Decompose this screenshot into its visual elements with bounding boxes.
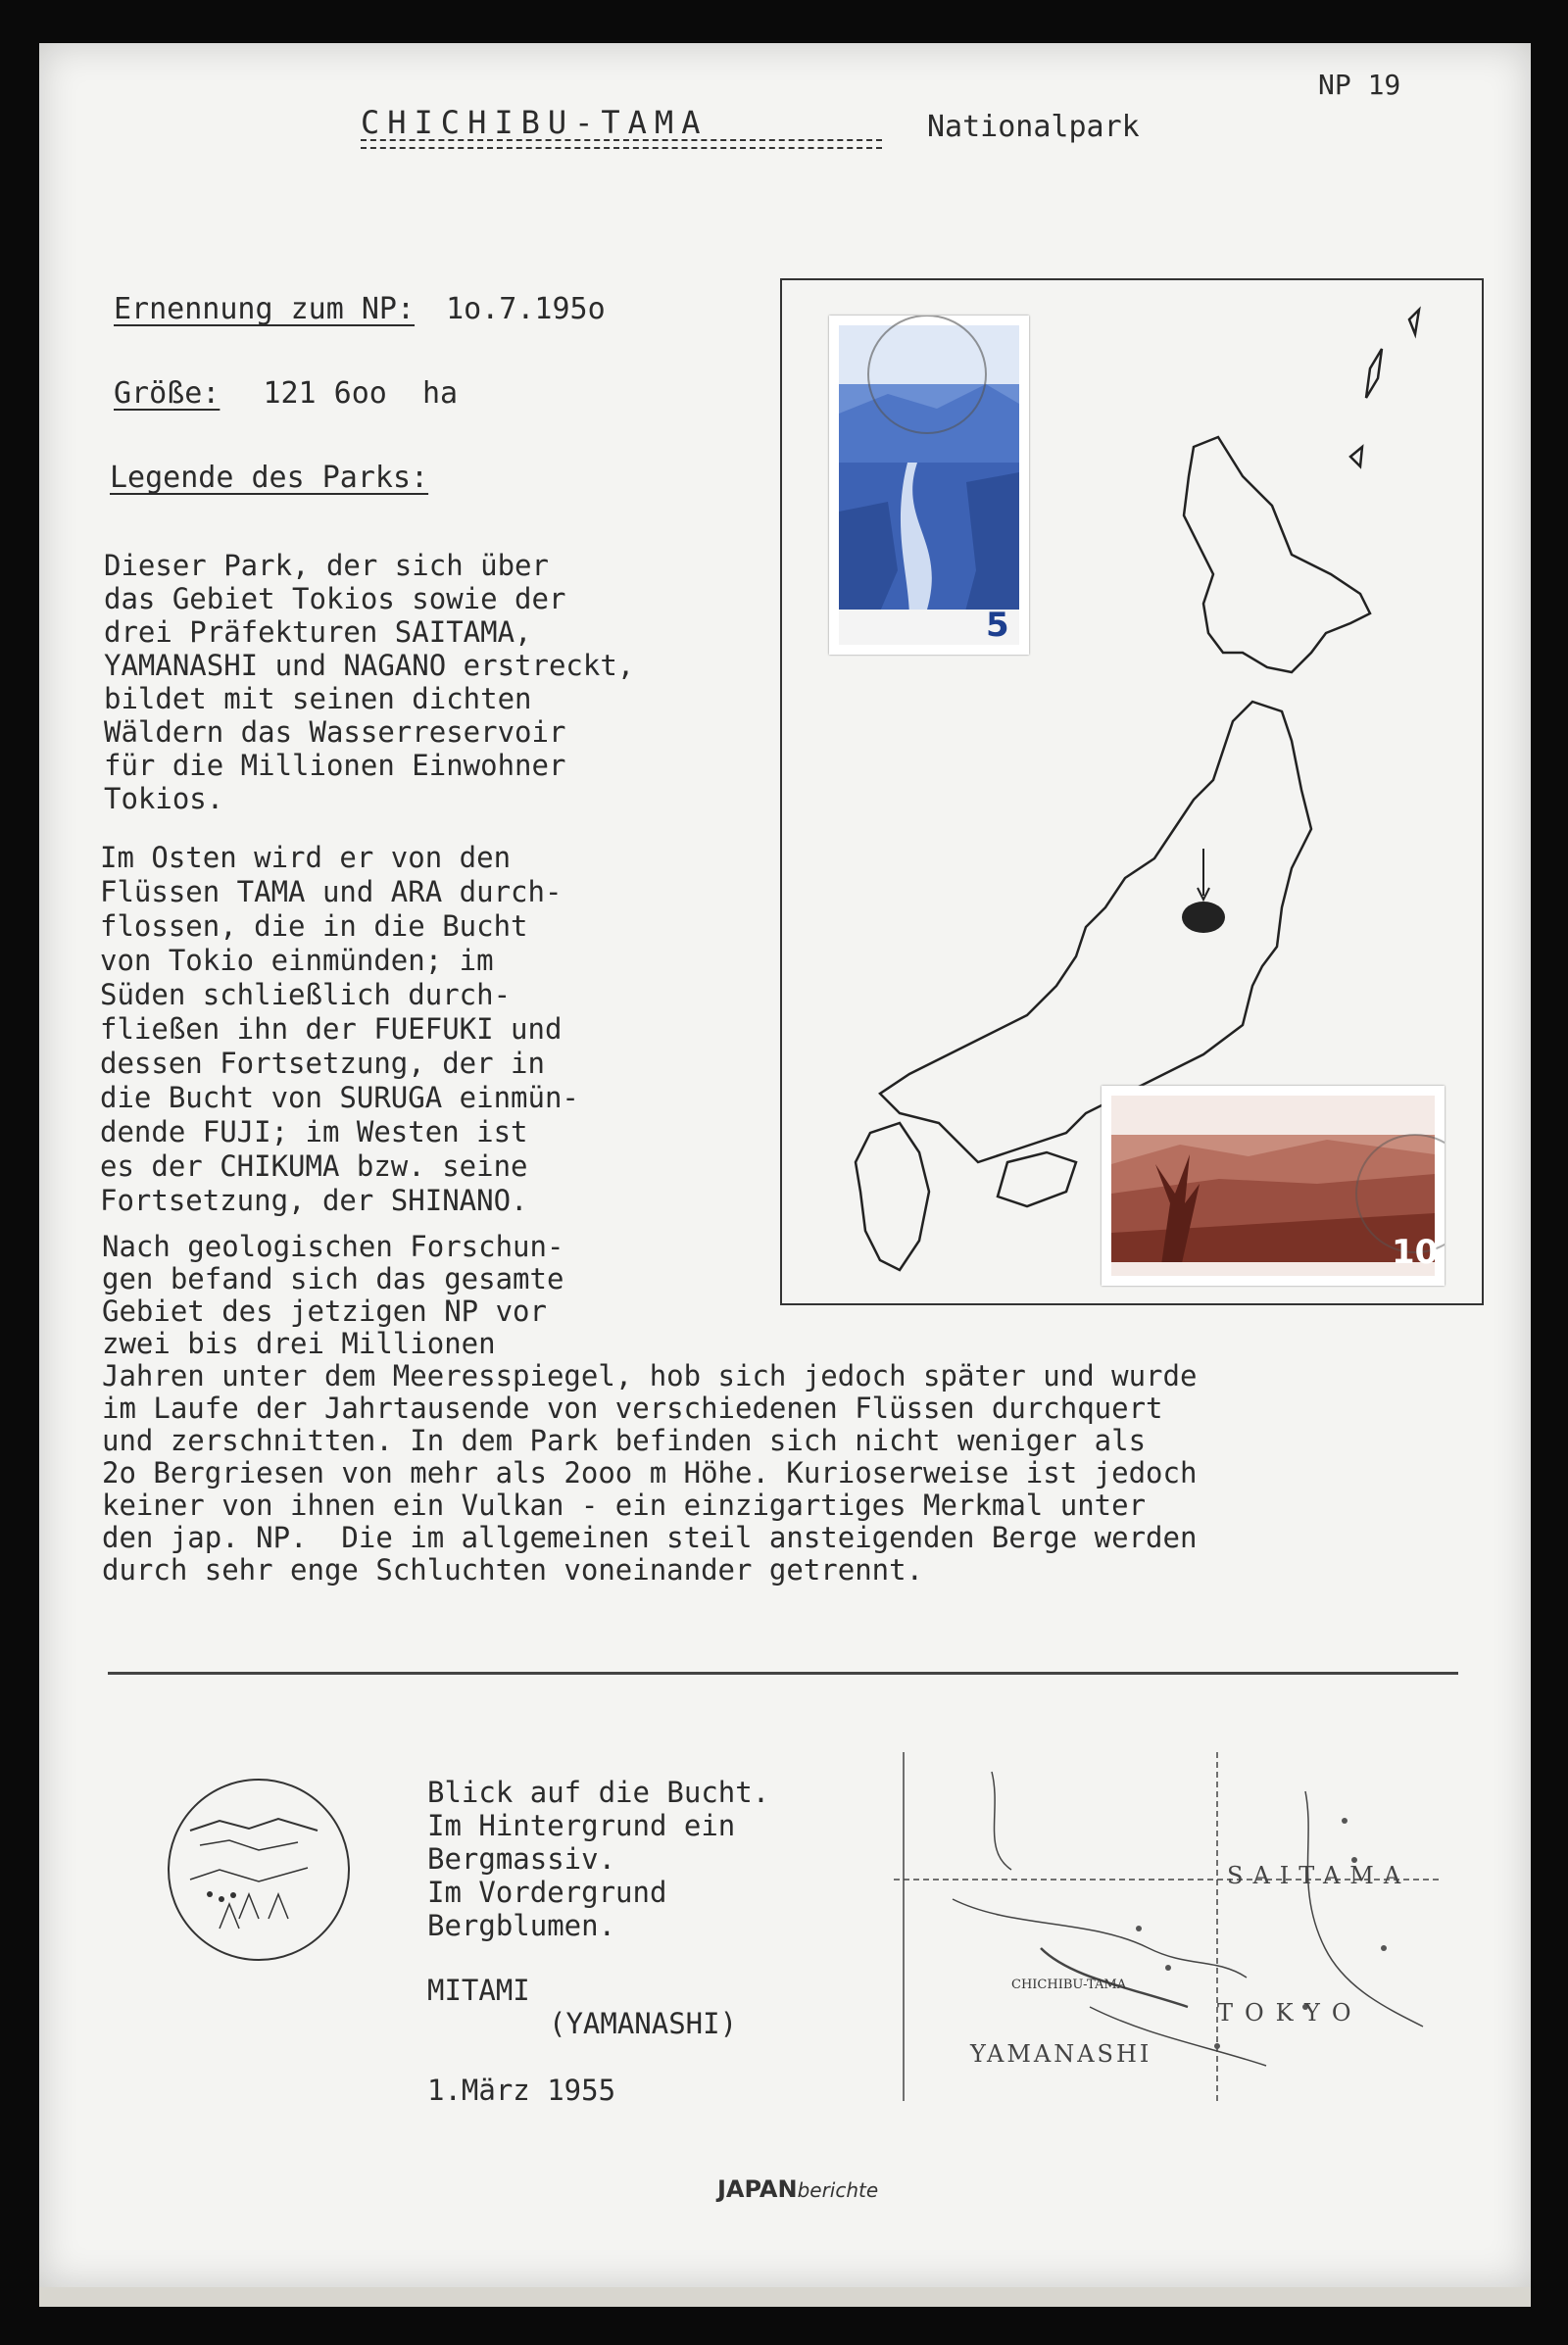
designation-label: Ernennung zum NP: — [114, 292, 416, 326]
page-title-suffix: Nationalpark — [927, 110, 1140, 144]
map-label-yamanashi: YAMANASHI — [970, 2040, 1152, 2068]
logo-suffix: berichte — [797, 2178, 879, 2202]
stamp-blue-denomination: 5 — [986, 606, 1009, 645]
legend-heading: Legende des Parks: — [110, 461, 429, 495]
postmark-sketch — [161, 1772, 357, 1968]
stamp-mountain-range — [1102, 1086, 1445, 1286]
stamp-chichibu-valley — [829, 316, 1029, 655]
size-field — [114, 376, 458, 411]
stamp-blue-artwork — [829, 316, 1029, 655]
body-paragraph-3: Nach geologischen Forschun- gen befand sich das gesamte Gebiet des jetzigen NP vor zwei bis drei Millionen Jahren unter dem Meeresspiegel, hob sich jedoch später und wurde im Laufe der Jahrtausende von verschiedenen Flüssen durchquert und zerschnitten. In dem Park befinden sich nicht weniger als 2o Bergriesen von mehr als 2ooo m Höhe. Kurioserweise ist jedoch keiner von ihnen ein Vulkan - ein einzigartiges Merkmal unter den jap. NP. Die im allgemeinen steil ansteigenden Berge werden durch sehr enge Schluchten voneinander getrennt. — [102, 1230, 1198, 1587]
logo-main: JAPAN — [717, 2175, 798, 2203]
stamp-red-denomination: 10 — [1392, 1233, 1439, 1272]
size-value: 121 6oo ha — [263, 376, 459, 411]
page-edge — [39, 2287, 1531, 2307]
caption-prefecture: (YAMANASHI) — [549, 2007, 738, 2040]
title-underline — [361, 139, 882, 149]
caption-place: MITAMI — [427, 1974, 530, 2007]
body-paragraph-1: Dieser Park, der sich über das Gebiet Tokios sowie der drei Präfekturen SAITAMA, YAMANASHI und NAGANO erstreckt, bildet mit seinen dichten Wäldern das Wasserreservoir für die Millionen Einwohner Tokios. — [104, 549, 635, 815]
map-label-park: CHICHIBU-TAMA — [1011, 1978, 1127, 1992]
map-label-saitama: SAITAMA — [1227, 1862, 1411, 1889]
designation-field — [114, 292, 606, 326]
designation-value: 1o.7.195o — [446, 292, 606, 326]
size-label: Größe: — [114, 376, 220, 411]
section-divider — [108, 1672, 1458, 1675]
page-title: CHICHIBU-TAMA — [361, 104, 709, 141]
body-paragraph-2: Im Osten wird er von den Flüssen TAMA und ARA durch- flossen, die in die Bucht von Tokio einmünden; im Süden schließlich durch- fließen ihn der FUEFUKI und dessen Fortsetzung, der in die Bucht von SURUGA einmün- dende FUJI; im Westen ist es der CHIKUMA bzw. seine Fortsetzung, der SHINANO. — [100, 841, 579, 1217]
caption-date: 1.März 1955 — [427, 2074, 616, 2107]
publisher-logo — [717, 2175, 878, 2203]
page-number: NP 19 — [1318, 69, 1401, 101]
regional-map — [894, 1752, 1443, 2101]
map-label-tokyo: TOKYO — [1217, 1999, 1363, 2027]
caption-description: Blick auf die Bucht. Im Hintergrund ein Bergmassiv. Im Vordergrund Bergblumen. — [427, 1776, 770, 1942]
